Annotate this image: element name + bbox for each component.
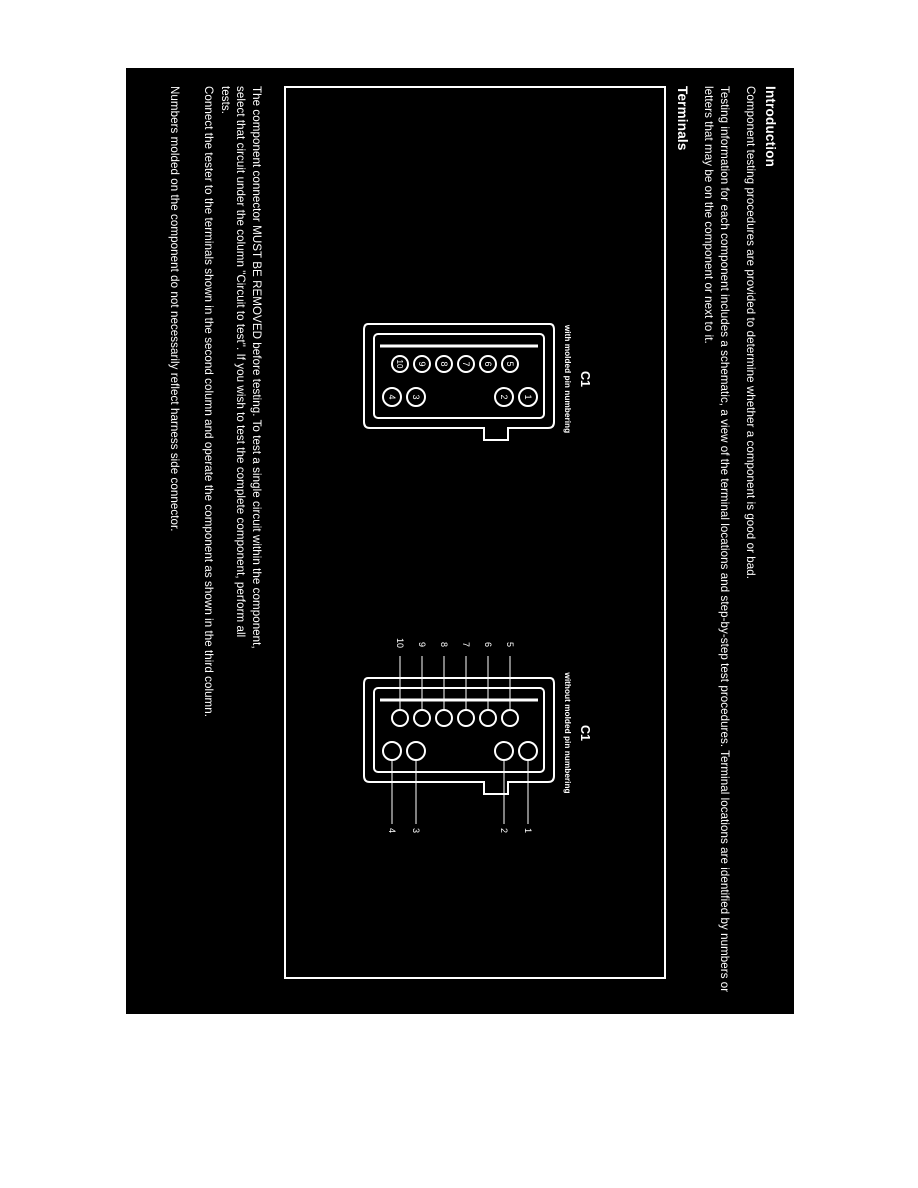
pin-number-2: 2 bbox=[499, 394, 509, 400]
callout-number-7: 7 bbox=[461, 642, 471, 648]
connector-molded-name: C1 bbox=[578, 371, 592, 387]
terminals-paragraph-2: Connect the tester to the terminals shown in the second column and operate the component as shown in the third column. bbox=[202, 86, 215, 718]
callout-number-3: 3 bbox=[411, 828, 421, 834]
terminals-paragraph-1: The component connector MUST BE REMOVED before testing. To test a single circuit within the component, select that circuit under the column "Circuit to test". If you wish to test the complete component, perform all tests. bbox=[219, 86, 263, 649]
callout-number-2: 2 bbox=[499, 828, 509, 834]
pin-number-1: 1 bbox=[523, 394, 533, 400]
terminal-figure-box bbox=[284, 86, 666, 979]
callout-number-6: 6 bbox=[483, 642, 493, 648]
callout-number-8: 8 bbox=[439, 642, 449, 648]
connector-molded-drawing bbox=[346, 264, 556, 494]
callout-number-5: 5 bbox=[505, 642, 515, 648]
pin-number-10: 10 bbox=[395, 359, 404, 369]
connector-unmolded-drawing bbox=[341, 618, 556, 848]
connector-unmolded-caption: without molded pin numbering bbox=[563, 672, 573, 794]
callout-number-1: 1 bbox=[523, 828, 533, 834]
rotated-page-content bbox=[126, 68, 794, 1014]
testing-information-paragraph: Testing information for each component includes a schematic, a view of the terminal locations and step-by-step test procedures. Terminal locations are identified by numbers or letters that may be on the component or next to it. bbox=[702, 86, 731, 993]
callout-number-9: 9 bbox=[417, 642, 427, 648]
pin-number-5: 5 bbox=[505, 361, 515, 367]
pin-number-9: 9 bbox=[417, 361, 427, 367]
pin-number-4: 4 bbox=[387, 394, 397, 400]
pin-number-7: 7 bbox=[461, 361, 471, 367]
connector-unmolded-name: C1 bbox=[578, 725, 592, 741]
connector-molded-caption: with molded pin numbering bbox=[563, 324, 573, 434]
introduction-heading: Introduction bbox=[763, 86, 778, 168]
scanned-page-image bbox=[126, 68, 794, 1014]
pin-number-6: 6 bbox=[483, 361, 493, 367]
pin-number-8: 8 bbox=[439, 361, 449, 367]
introduction-paragraph: Component testing procedures are provided to determine whether a component is good or bad. bbox=[744, 86, 757, 580]
callout-number-4: 4 bbox=[387, 828, 397, 834]
pin-number-3: 3 bbox=[411, 394, 421, 400]
terminals-paragraph-3: Numbers molded on the component do not necessarily reflect harness side connector. bbox=[168, 86, 181, 532]
terminals-heading: Terminals bbox=[675, 86, 690, 151]
callout-number-10: 10 bbox=[395, 638, 405, 649]
